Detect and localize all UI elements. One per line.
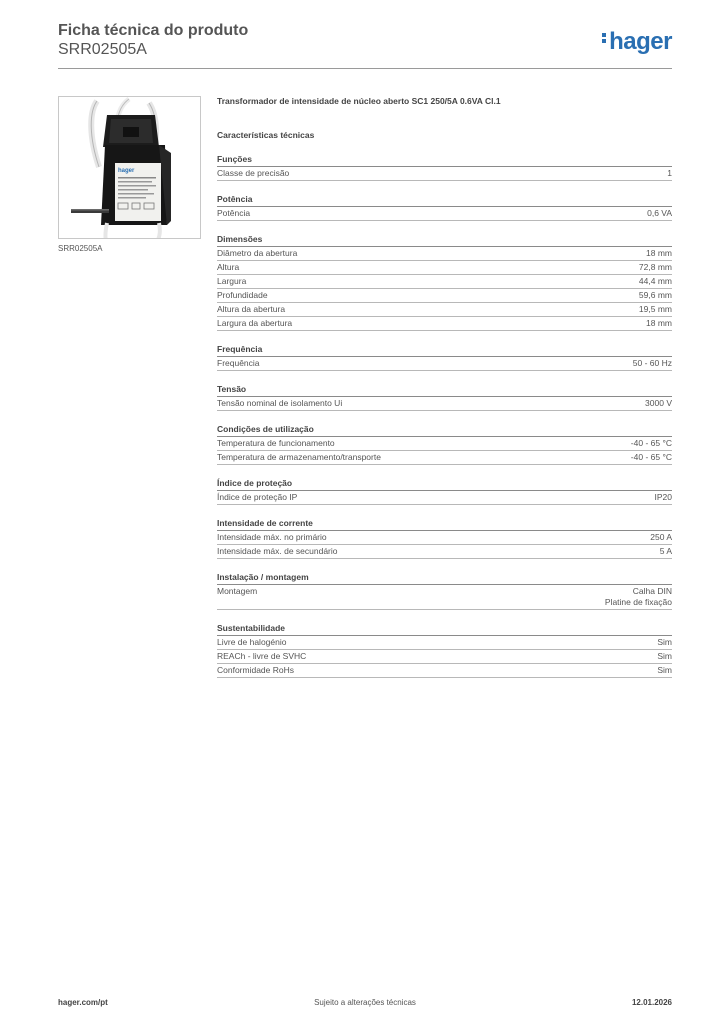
spec-value (639, 276, 672, 287)
spec-value (631, 452, 672, 463)
spec-row (217, 247, 672, 261)
spec-value-line: Sim (657, 665, 672, 675)
spec-section (217, 478, 672, 505)
spec-value (655, 492, 673, 503)
spec-row (217, 261, 672, 275)
spec-value-line: Platine de fixação (604, 597, 672, 607)
spec-sections (217, 154, 672, 678)
spec-label: Largura da abertura (217, 318, 293, 328)
spec-label: Tensão nominal de isolamento Ui (217, 398, 343, 408)
spec-value (631, 438, 672, 449)
spec-row (217, 545, 672, 559)
spec-value-line: -40 - 65 °C (630, 452, 672, 462)
spec-value (633, 358, 672, 369)
spec-value-line: Sim (657, 637, 672, 647)
spec-section-title: Funções (217, 154, 672, 167)
spec-row (217, 207, 672, 221)
spec-value-line: 59,6 mm (638, 290, 672, 300)
spec-value (647, 208, 672, 219)
technical-heading: Características técnicas (217, 130, 315, 140)
spec-value-line: Sim (657, 651, 672, 661)
spec-value (657, 665, 672, 676)
spec-value (639, 290, 672, 301)
spec-label: Conformidade RoHs (217, 665, 295, 675)
document-title: Ficha técnica do produto (58, 22, 249, 39)
spec-label: Temperatura de funcionamento (217, 438, 335, 448)
spec-section-title: Instalação / montagem (217, 572, 672, 585)
spec-row (217, 636, 672, 650)
spec-value (667, 168, 672, 179)
product-image (58, 96, 201, 239)
spec-value-line: -40 - 65 °C (630, 438, 672, 448)
spec-section (217, 424, 672, 465)
spec-value-line: 5 A (659, 546, 672, 556)
spec-section-title: Índice de proteção (217, 478, 672, 491)
spec-value (639, 262, 672, 273)
spec-section (217, 344, 672, 371)
spec-row (217, 491, 672, 505)
header-divider (58, 68, 672, 69)
logo-text: hager (609, 28, 672, 55)
spec-value-line: 18 mm (646, 318, 672, 328)
image-caption: SRR02505A (58, 244, 103, 253)
spec-section-title: Frequência (217, 344, 672, 357)
footer-notice: Sujeito a alterações técnicas (314, 998, 416, 1007)
footer-website: hager.com/pt (58, 998, 108, 1007)
spec-row (217, 167, 672, 181)
spec-section (217, 384, 672, 411)
spec-value-line: 1 (667, 168, 672, 178)
spec-row (217, 357, 672, 371)
spec-section (217, 518, 672, 559)
spec-row (217, 451, 672, 465)
spec-section (217, 623, 672, 678)
spec-value-line: 18 mm (646, 248, 672, 258)
current-transformer-illustration (59, 97, 201, 239)
spec-value-line: 0,6 VA (647, 208, 672, 218)
spec-label: Montagem (217, 586, 258, 596)
spec-value-line: 50 - 60 Hz (632, 358, 672, 368)
spec-section (217, 234, 672, 331)
spec-label: Intensidade máx. no primário (217, 532, 327, 542)
spec-row (217, 664, 672, 678)
spec-value-line: Calha DIN (632, 586, 672, 596)
spec-value (645, 398, 672, 409)
spec-row (217, 275, 672, 289)
spec-label: Intensidade máx. de secundário (217, 546, 338, 556)
spec-section-title: Dimensões (217, 234, 672, 247)
spec-value (646, 248, 672, 259)
spec-row (217, 397, 672, 411)
product-code: SRR02505A (58, 41, 147, 58)
spec-value (657, 651, 672, 662)
spec-label: Livre de halogénio (217, 637, 287, 647)
product-content (217, 96, 672, 678)
spec-label: Profundidade (217, 290, 268, 300)
spec-value-line: 44,4 mm (638, 276, 672, 286)
spec-row (217, 585, 672, 610)
spec-label: REACh - livre de SVHC (217, 651, 307, 661)
spec-section-title: Potência (217, 194, 672, 207)
spec-label: Frequência (217, 358, 260, 368)
spec-value-line: 250 A (650, 532, 672, 542)
spec-section (217, 154, 672, 181)
spec-row (217, 437, 672, 451)
footer-date: 12.01.2026 (631, 998, 672, 1007)
spec-value (605, 586, 672, 608)
spec-value (650, 532, 672, 543)
logo-dots-icon (602, 31, 608, 45)
hager-logo (602, 28, 672, 56)
spec-row (217, 650, 672, 664)
spec-label: Largura (217, 276, 247, 286)
spec-section (217, 194, 672, 221)
spec-value (657, 637, 672, 648)
spec-label: Diâmetro da abertura (217, 248, 298, 258)
spec-value (639, 304, 672, 315)
spec-label: Índice de proteção IP (217, 492, 298, 502)
spec-label: Potência (217, 208, 251, 218)
spec-row (217, 289, 672, 303)
spec-value-line: 3000 V (645, 398, 672, 408)
spec-label: Classe de precisão (217, 168, 290, 178)
page-header (58, 22, 672, 70)
spec-row (217, 317, 672, 331)
product-description: Transformador de intensidade de núcleo aberto SC1 250/5A 0.6VA Cl.1 (217, 96, 501, 106)
spec-label: Altura (217, 262, 240, 272)
spec-section (217, 572, 672, 610)
spec-section-title: Condições de utilização (217, 424, 672, 437)
spec-value (660, 546, 672, 557)
spec-value-line: 19,5 mm (638, 304, 672, 314)
spec-label: Altura da abertura (217, 304, 286, 314)
spec-section-title: Intensidade de corrente (217, 518, 672, 531)
spec-value (646, 318, 672, 329)
spec-value-line: IP20 (654, 492, 672, 502)
spec-section-title: Sustentabilidade (217, 623, 672, 636)
spec-section-title: Tensão (217, 384, 672, 397)
spec-row (217, 531, 672, 545)
spec-row (217, 303, 672, 317)
spec-value-line: 72,8 mm (638, 262, 672, 272)
spec-label: Temperatura de armazenamento/transporte (217, 452, 381, 462)
svg-text:hager: hager (118, 168, 135, 174)
